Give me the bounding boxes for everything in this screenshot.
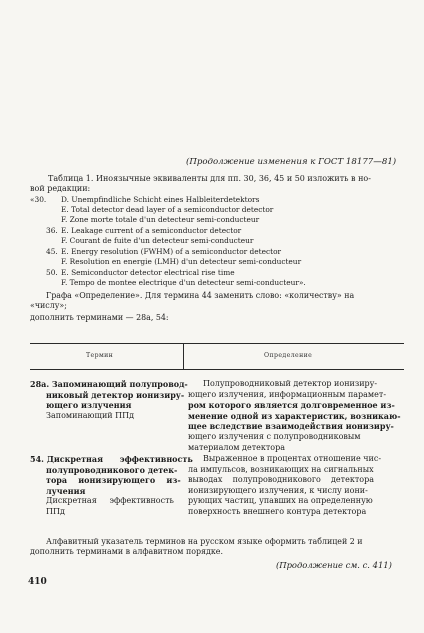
definition-28a: [188, 379, 401, 453]
definition-28a-line-5: щее вследствие взаимодействия ионизиру-: [188, 421, 394, 432]
definition-28a-line-7: материалом детектора: [188, 442, 285, 452]
continuation-header: (Продолжение изменения к ГОСТ 18177—81): [186, 157, 397, 167]
equiv-30-line-3: F. Zone morte totale d'un detecteur semi-conducteur: [61, 215, 260, 224]
definition-28a-line-3: ром которого является долговременное из-: [188, 400, 395, 411]
term-28a-line-3: ющего излучения: [46, 400, 132, 411]
column-header-definition: Определение: [264, 352, 313, 359]
table-top-rule: [30, 343, 404, 344]
equiv-30-line-2: E. Total detector dead layer of a semiconductor detector: [61, 205, 274, 214]
continued-footer: (Продолжение см. с. 411): [276, 560, 392, 570]
table-column-divider: [183, 343, 184, 370]
page-number: 410: [28, 577, 47, 587]
equiv-30-line-1: D. Unempfindliche Schicht eines Halbleiterdetektors: [61, 195, 260, 204]
term-54-short-1: Дискретная эффективность: [46, 496, 174, 505]
equiv-45-line-2: F. Resolution en energie (LMH) d'un detecteur semi-conducteur: [61, 257, 302, 266]
definition-54-line-6: поверхность внешнего контура детектора: [188, 506, 367, 516]
column-header-term: Термин: [86, 352, 114, 359]
term-54-line-2: полупроводникового детек-: [46, 464, 178, 475]
definition-54-line-4: ионизирующего излучения, к числу иони-: [188, 485, 368, 495]
term-54-line-3: тора ионизирующего из-: [46, 475, 181, 486]
equiv-50-line-2: F. Tempo de montee electrique d'un detecteur semi-conducteur».: [61, 278, 306, 287]
equiv-50-num: 50.: [46, 268, 58, 277]
definition-54-line-2: ла импульсов, возникающих на сигнальных: [188, 464, 374, 474]
term-54-line-1: 54. Дискретная эффективность: [30, 454, 193, 464]
intro-line-1: Таблица 1. Иноязычные эквиваленты для пп. 30, 36, 45 и 50 изложить в но-: [48, 174, 371, 183]
index-note-line-1: Алфавитный указатель терминов на русском языке оформить таблицей 2 и: [46, 537, 363, 546]
definition-28a-line-2: ющего излучения, информационным парамет-: [188, 389, 387, 399]
definition-54-line-3: выводах полупроводникового детектора: [188, 475, 374, 485]
index-note-line-2: дополнить терминами в алфавитном порядке.: [30, 547, 223, 556]
term-28a: [30, 379, 188, 411]
table-header-rule: [30, 369, 404, 370]
term-28a-short: Запоминающий ППд: [46, 411, 135, 420]
term-28a-line-1: 28а. Запоминающий полупровод-: [30, 379, 188, 389]
term-54-short-2: ППд: [46, 507, 65, 516]
definition-54-line-5: рующих частиц, упавших на определенную: [188, 496, 373, 506]
equiv-50-line-1: E. Semiconductor detector electrical rise time: [61, 268, 235, 277]
term-54-line-4: лучения: [46, 485, 86, 496]
equiv-45-line-1: E. Energy resolution (FWHM) of a semiconductor detector: [61, 247, 282, 256]
equiv-30-num: «30.: [30, 195, 47, 204]
intro-line-2: вой редакции:: [30, 184, 91, 193]
term-54: [30, 454, 193, 496]
equiv-45-num: 45.: [46, 247, 58, 256]
graph-line-1: Графа «Определение». Для термина 44 заменить слово: «количеству» на: [46, 291, 355, 300]
equiv-36-line-2: F. Courant de fuite d'un detecteur semi-conducteur: [61, 236, 254, 245]
definition-54-line-1: Выраженное в процентах отношение чис-: [203, 454, 382, 463]
equiv-36-line-1: E. Leakage current of a semiconductor detector: [61, 226, 242, 235]
term-28a-line-2: никовый детектор ионизиру-: [46, 389, 185, 400]
graph-line-2: «числу»;: [30, 301, 67, 310]
equiv-36-num: 36.: [46, 226, 58, 235]
supplement-line: дополнить терминами — 28а, 54:: [30, 313, 169, 322]
definition-28a-line-4: менение одной из характеристик, возникаю-: [188, 410, 401, 421]
definition-28a-line-1: Полупроводниковый детектор ионизиру-: [203, 379, 378, 388]
definition-54: [188, 454, 381, 518]
definition-28a-line-6: ющего излучения с полупроводниковым: [188, 431, 361, 441]
